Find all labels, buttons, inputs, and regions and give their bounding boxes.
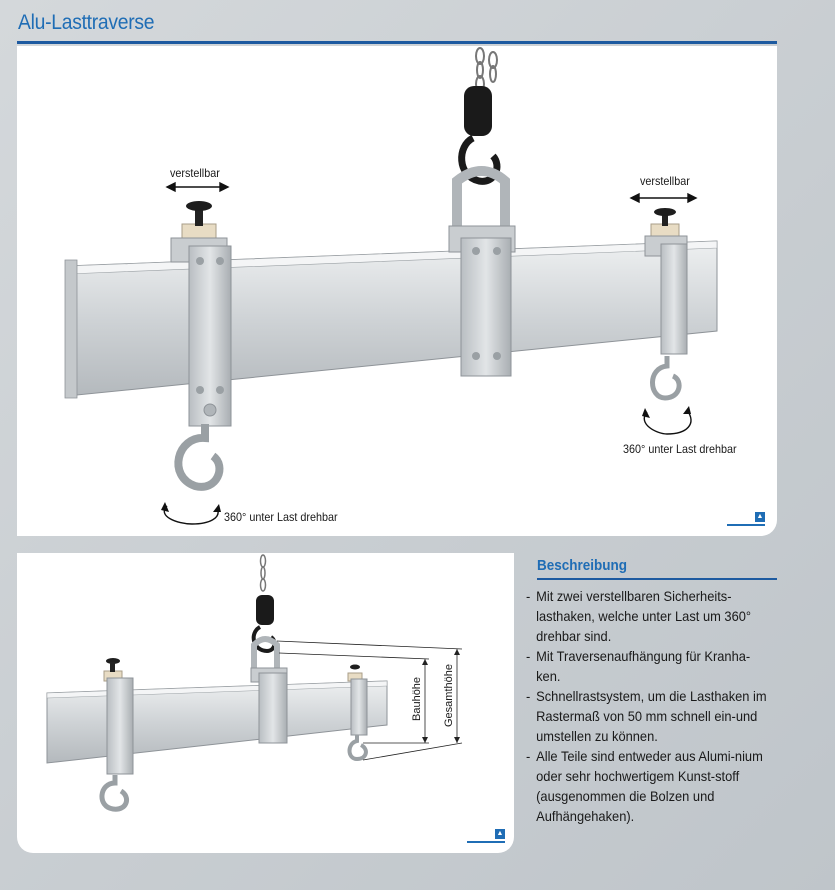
beam-illustration-top (17, 46, 777, 536)
title-rule (17, 41, 777, 44)
description-rule (537, 578, 777, 580)
figure-top-panel (17, 46, 777, 536)
list-item: - Mit zwei verstellbaren Sicherheits-lasthaken, welche unter Last um 360° drehbar sind. (526, 586, 767, 646)
label-hook-height: Bauhöhe (411, 676, 423, 721)
description-heading: Beschreibung (537, 557, 628, 574)
list-item: - Mit Traversenaufhängung für Kranha-ken. (526, 646, 767, 686)
label-adjustable-right: verstellbar (640, 174, 690, 188)
triangle-up-icon: ▲ (756, 513, 764, 520)
figure-bottom-panel (17, 553, 514, 853)
triangle-up-icon: ▲ (496, 830, 504, 837)
label-rotatable-right: 360° unter Last drehbar (623, 442, 737, 456)
label-total-height: Gesamthöhe (443, 664, 455, 727)
label-rotatable-left: 360° unter Last drehbar (224, 510, 338, 524)
scroll-top-button-bottom[interactable] (467, 829, 505, 843)
scroll-top-button[interactable] (727, 512, 765, 526)
list-item: - Schnellrastsystem, um die Lasthaken im Rastermaß von 50 mm schnell ein-und umstellen zu können. (526, 686, 767, 746)
list-item: - Alle Teile sind entweder aus Alumi-nium oder sehr hochwertigem Kunst-stoff (ausgenommen die Bolzen und Aufhängehaken). (526, 746, 767, 826)
label-adjustable-left: verstellbar (170, 166, 220, 180)
beam-illustration-bottom (17, 553, 514, 853)
description-list (526, 586, 767, 826)
page-title: Alu-Lasttraverse (18, 11, 155, 34)
